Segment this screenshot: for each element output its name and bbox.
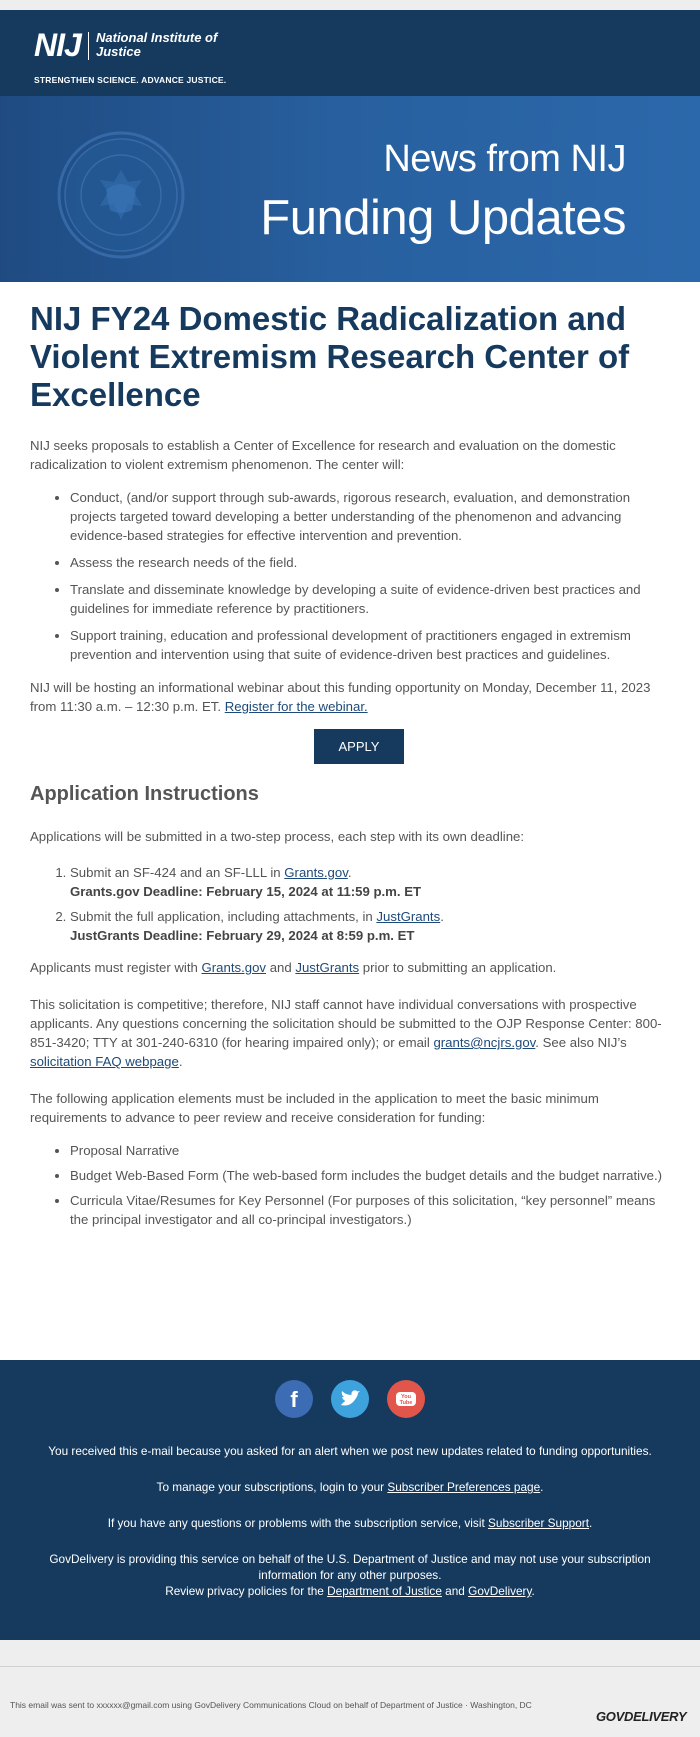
step-2: 2. Submit the full application, including attachments, in JustGrants. JustGrants Deadline: February 29, 2024 at 8:59 p.m. ET	[70, 907, 670, 945]
divider	[0, 1666, 700, 1667]
svg-text:Tube: Tube	[400, 1400, 413, 1406]
intro-paragraph: NIJ seeks proposals to establish a Center of Excellence for research and evaluation on the domestic radicalization to violent extremism phenomenon. The center will:	[30, 438, 616, 472]
register-grants-gov-link[interactable]: Grants.gov	[201, 960, 267, 975]
justgrants-link[interactable]: JustGrants	[376, 909, 441, 924]
list-item: • Conduct, (and/or support through sub-awards, rigorous research, evaluation, and demonstration projects targeted toward developing a better understanding of the phenomenon and advancing evidence-based strategies for effective intervention and prevention.	[70, 488, 670, 545]
header-bar	[0, 10, 700, 96]
register-pre: Applicants must register with	[30, 960, 202, 975]
social-links	[0, 1380, 700, 1418]
webinar-text: NIJ will be hosting an informational webinar about this funding opportunity on Monday, December 11, 2023 from 11:30 a.m. – 12:30 p.m. ET.	[30, 680, 651, 714]
logo-tagline: STRENGTHEN SCIENCE. ADVANCE JUSTICE.	[34, 75, 227, 85]
apply-button[interactable]: APPLY	[314, 729, 405, 764]
govdelivery-paragraph	[40, 1551, 660, 1599]
hero-title-funding: Funding Updates	[260, 191, 626, 245]
email-link[interactable]: grants@ncjrs.gov	[433, 1035, 536, 1050]
manage-post: .	[540, 1480, 544, 1494]
step-1-deadline: Grants.gov Deadline: February 15, 2024 at 11:59 p.m. ET	[70, 884, 422, 899]
twitter-icon[interactable]	[331, 1380, 369, 1418]
register-paragraph	[30, 958, 670, 977]
list-item: • Budget Web-Based Form (The web-based form includes the budget details and the budget narrative.)	[70, 1166, 670, 1185]
step-1-text: Submit an SF-424 and an SF-LLL in	[70, 865, 285, 880]
grants-gov-link[interactable]: Grants.gov	[284, 865, 348, 880]
competitive-text: This solicitation is competitive; therefore, NIJ staff cannot have individual conversations with prospective applicants. Any questions concerning the solicitation should be submitted to the OJP Response Center: 800-851-3420; TTY at 301-240-6310 (for hearing impaired only); or email	[30, 997, 662, 1050]
apply-wrap	[30, 729, 670, 764]
register-and: and	[266, 960, 296, 975]
subscriber-support-link[interactable]: Subscriber Support	[488, 1516, 589, 1530]
list-item: • Support training, education and professional development of practitioners engaged in extremism prevention and intervention using that suite of evidence-driven best practices and guidelines.	[70, 626, 670, 664]
see-also-text: . See also NIJ’s	[535, 1035, 627, 1050]
register-post: prior to submitting an application.	[359, 960, 557, 975]
sent-to-text: This email was sent to xxxxxx@gmail.com using GovDelivery Communications Cloud on behalf of Department of Justice · Washington, DC	[10, 1700, 532, 1710]
step-2-text: Submit the full application, including attachments, in	[70, 909, 377, 924]
register-justgrants-link[interactable]: JustGrants	[295, 960, 360, 975]
application-elements-list	[30, 1141, 670, 1229]
footer-text	[40, 1443, 660, 1599]
facebook-icon[interactable]	[275, 1380, 313, 1418]
logo-divider	[88, 32, 89, 60]
support-pre: If you have any questions or problems with the subscription service, visit	[107, 1516, 489, 1530]
step-1: 1. Submit an SF-424 and an SF-LLL in Grants.gov. Grants.gov Deadline: February 15, 2024 at 11:59 p.m. ET	[70, 863, 670, 901]
manage-pre: To manage your subscriptions, login to your	[156, 1480, 388, 1494]
register-webinar-link[interactable]: Register for the webinar.	[224, 699, 368, 714]
faq-end: .	[178, 1054, 183, 1069]
govdelivery-privacy-link[interactable]: GovDelivery	[468, 1584, 532, 1598]
list-item: • Translate and disseminate knowledge by developing a suite of evidence-driven best practices and guidelines for immediate reference by practitioners.	[70, 580, 670, 618]
instructions-heading: Application Instructions	[30, 783, 259, 805]
privacy-and: and	[441, 1584, 469, 1598]
logo-mark: NIJ	[34, 27, 81, 63]
hero-title-news: News from NIJ	[383, 138, 626, 180]
doj-seal-icon	[56, 130, 186, 260]
doj-privacy-link[interactable]: Department of Justice	[327, 1584, 442, 1598]
footer	[0, 1360, 700, 1640]
center-goals-list	[30, 488, 670, 664]
elements-intro: The following application elements must be included in the application to meet the basic minimum requirements to advance to peer review and receive consideration for funding:	[30, 1091, 599, 1125]
hero-banner	[0, 96, 700, 282]
govdelivery-text: GovDelivery is providing this service on behalf of the U.S. Department of Justice and may not use your subscription information for any other purposes.	[49, 1552, 651, 1582]
article-title: NIJ FY24 Domestic Radicalization and Violent Extremism Research Center of Excellence	[30, 300, 630, 413]
instructions-intro: Applications will be submitted in a two-step process, each step with its own deadline:	[30, 829, 525, 844]
logo-name: National Institute of Justice	[96, 30, 218, 59]
manage-paragraph	[40, 1479, 660, 1495]
webinar-paragraph	[30, 678, 666, 716]
email-body	[0, 10, 700, 1640]
faq-link[interactable]: solicitation FAQ webpage	[30, 1054, 179, 1069]
privacy-post: .	[531, 1584, 535, 1598]
list-item: • Curricula Vitae/Resumes for Key Personnel (For purposes of this solicitation, “key personnel” means the principal investigator and all co-principal investigators.)	[70, 1191, 670, 1229]
step-2-deadline: JustGrants Deadline: February 29, 2024 at 8:59 p.m. ET	[70, 928, 415, 943]
alert-text: You received this e-mail because you asked for an alert when we post new updates related to funding opportunities.	[48, 1444, 652, 1458]
privacy-pre: Review privacy policies for the	[165, 1584, 328, 1598]
steps-list	[30, 863, 670, 945]
main-content	[30, 300, 670, 1235]
list-item: • Assess the research needs of the field.	[70, 553, 670, 572]
competitive-paragraph	[30, 995, 666, 1071]
list-item: • Proposal Narrative	[70, 1141, 670, 1160]
govdelivery-logo[interactable]: GOVDELIVERY	[596, 1709, 687, 1724]
support-paragraph	[40, 1515, 660, 1531]
svg-text:f: f	[289, 1387, 298, 1412]
subscriber-preferences-link[interactable]: Subscriber Preferences page	[387, 1480, 541, 1494]
svg-text:You: You	[401, 1394, 412, 1400]
youtube-icon[interactable]	[387, 1380, 425, 1418]
support-post: .	[589, 1516, 593, 1530]
